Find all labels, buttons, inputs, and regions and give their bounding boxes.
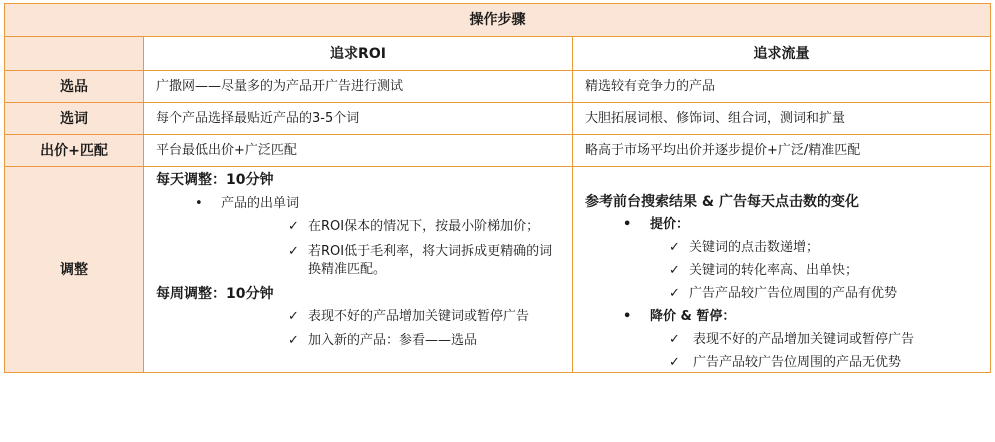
raise-check-3 (585, 285, 990, 303)
table-row (5, 71, 991, 103)
operation-steps-table (4, 3, 991, 373)
bullet-icon: • (623, 309, 632, 324)
weekly-check-2 (156, 332, 564, 350)
roi-adjust-cell (144, 167, 573, 373)
check-icon: ✓ (669, 263, 680, 278)
traffic-select-product: 精选较有竞争力的产品 (573, 71, 991, 103)
check-icon: ✓ (669, 332, 680, 347)
table-title: 操作步骤 (5, 4, 991, 37)
check-icon: ✓ (669, 286, 680, 301)
bullet-icon: • (195, 196, 203, 211)
roi-select-keyword: 每个产品选择最贴近产品的3-5个词 (144, 103, 573, 135)
raise-check-1-text: 关键词的点击数递增； (689, 240, 820, 255)
roi-select-product: 广撒网——尽量多的为产品开广告进行测试 (144, 71, 573, 103)
check-icon: ✓ (669, 240, 680, 255)
daily-check-1-text: 在ROI保本的情况下，按最小阶梯加价； (308, 219, 540, 234)
check-icon: ✓ (288, 244, 299, 259)
row-label-select-product: 选品 (5, 71, 144, 103)
raise-bid-title: 提价： (650, 217, 690, 232)
header-roi: 追求ROI (144, 37, 573, 71)
bullet-icon: • (623, 217, 632, 232)
row-label-select-keyword: 选词 (5, 103, 144, 135)
table-row (5, 135, 991, 167)
table-row (5, 103, 991, 135)
daily-bullet-item (156, 195, 572, 213)
weekly-check-1-text: 表现不好的产品增加关键词或暂停广告 (308, 309, 530, 324)
roi-bid-match: 平台最低出价+广泛匹配 (144, 135, 573, 167)
lower-check-2 (585, 354, 990, 372)
header-traffic: 追求流量 (573, 37, 991, 71)
lower-check-1 (585, 331, 990, 349)
traffic-bid-match: 略高于市场平均出价并逐步提价+广泛/精准匹配 (573, 135, 991, 167)
lower-check-1-text: 表现不好的产品增加关键词或暂停广告 (693, 332, 915, 347)
daily-adjust-title: 每天调整：10分钟 (156, 172, 274, 188)
row-label-adjust: 调整 (5, 167, 144, 373)
header-empty (5, 37, 144, 71)
check-icon: ✓ (288, 333, 299, 348)
table-row (5, 167, 991, 373)
traffic-adjust-cell (573, 167, 991, 373)
daily-check-1 (156, 218, 564, 236)
lower-bid-title: 降价 & 暂停： (650, 309, 736, 324)
lower-bid-item (585, 308, 990, 326)
raise-check-3-text: 广告产品较广告位周围的产品有优势 (689, 286, 898, 301)
lower-check-2-text: 广告产品较广告位周围的产品无优势 (693, 355, 902, 370)
row-label-bid-match: 出价+匹配 (5, 135, 144, 167)
check-icon: ✓ (288, 309, 299, 324)
check-icon: ✓ (669, 355, 680, 370)
daily-check-2-text: 若ROI低于毛利率，将大词拆成更精确的词换精准匹配。 (308, 244, 553, 277)
daily-check-2 (156, 243, 564, 279)
check-icon: ✓ (288, 219, 299, 234)
weekly-adjust-title: 每周调整：10分钟 (156, 286, 274, 302)
traffic-select-keyword: 大胆拓展词根、修饰词、组合词，测词和扩量 (573, 103, 991, 135)
weekly-check-1 (156, 308, 564, 326)
traffic-adjust-title: 参考前台搜索结果 & 广告每天点击数的变化 (585, 194, 859, 210)
weekly-check-2-text: 加入新的产品：参看——选品 (308, 333, 478, 348)
daily-bullet-text: 产品的出单词 (221, 196, 300, 211)
raise-bid-item (585, 216, 990, 234)
raise-check-2-text: 关键词的转化率高、出单快； (689, 263, 859, 278)
raise-check-2 (585, 262, 990, 280)
raise-check-1 (585, 239, 990, 257)
